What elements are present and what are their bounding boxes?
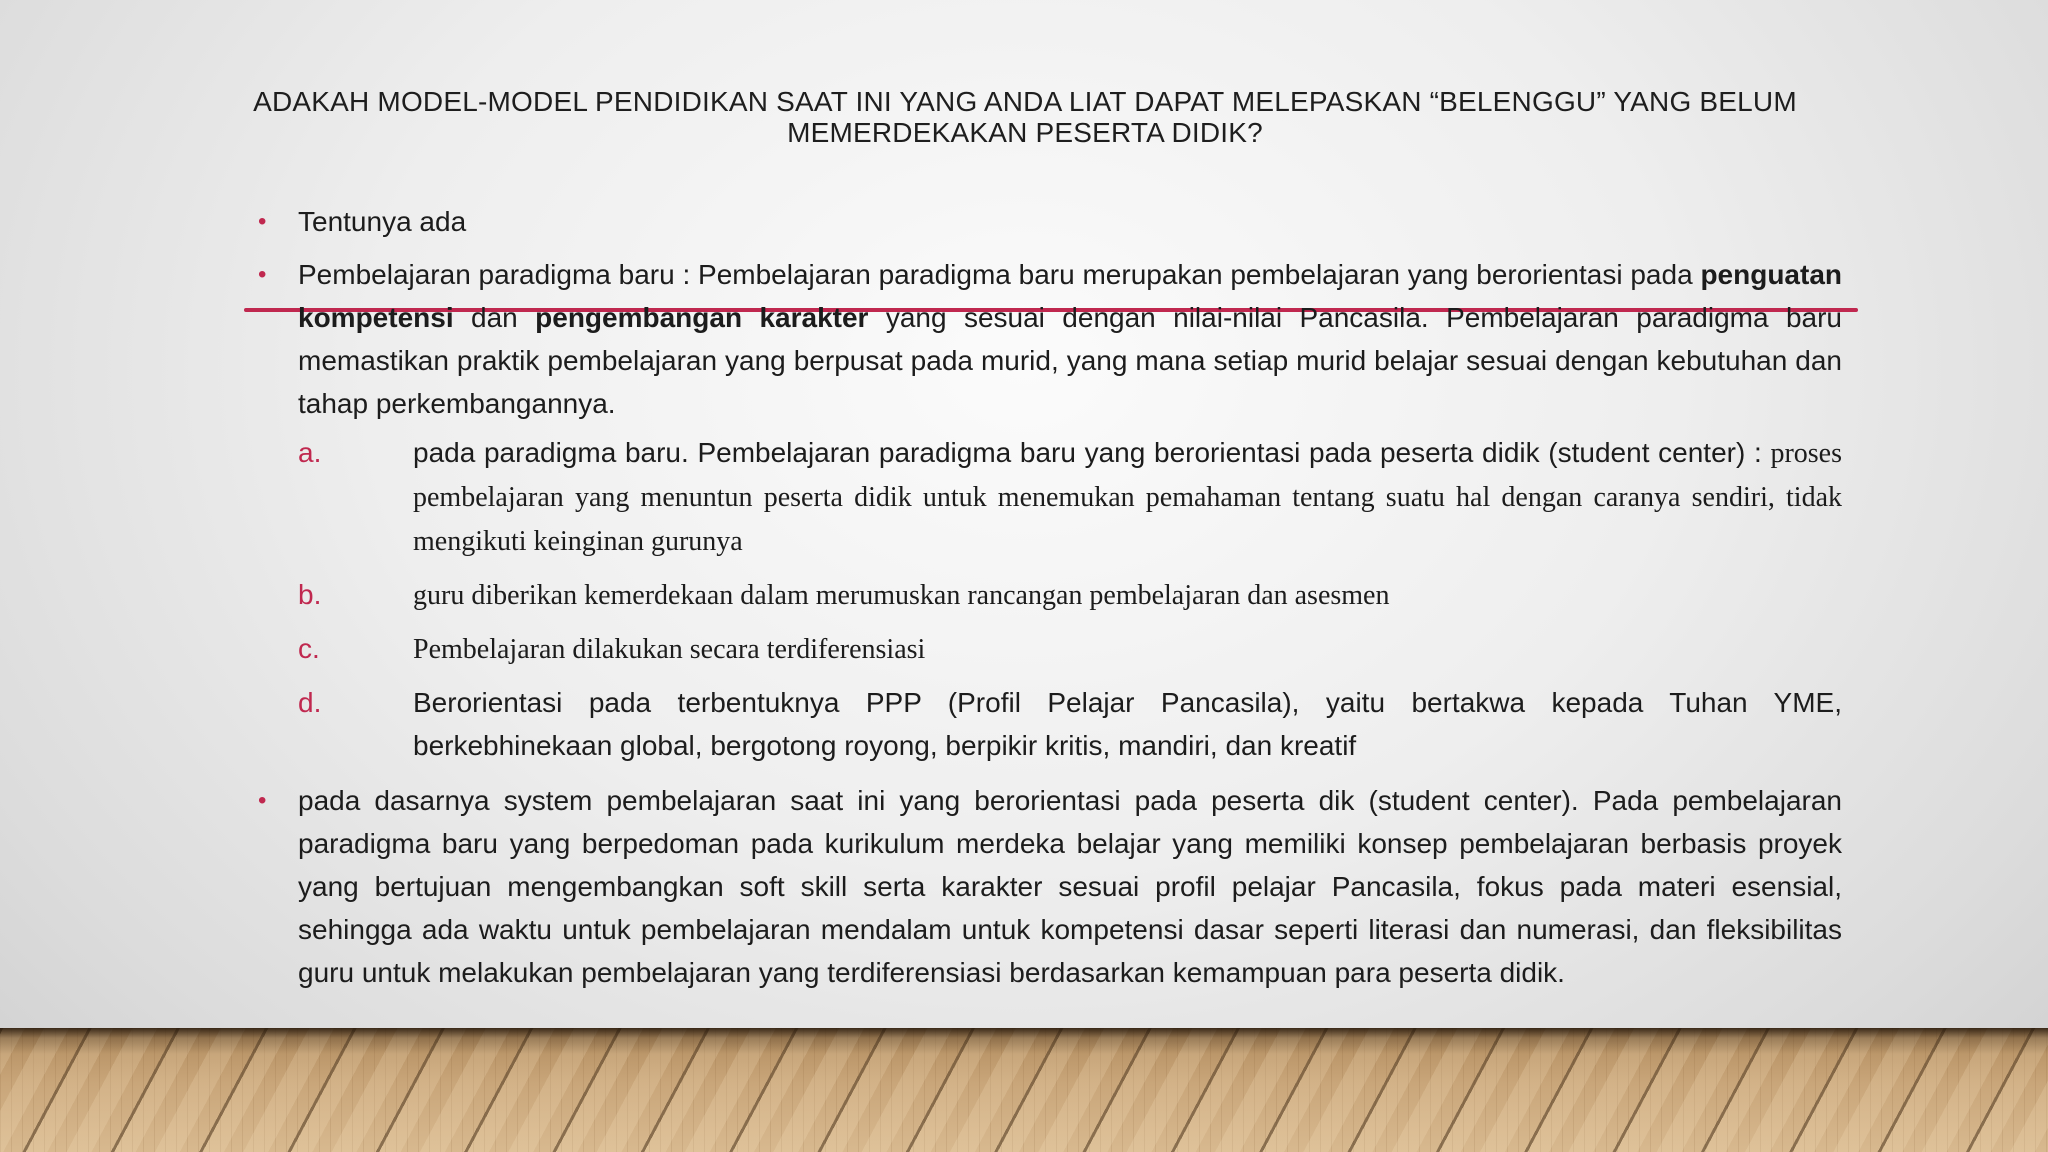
sub-list-letter: d. xyxy=(298,687,322,718)
bold-term: penguatan kompetensi xyxy=(298,259,1842,333)
bullet-item xyxy=(258,200,1842,243)
slide-title: ADAKAH MODEL-MODEL PENDIDIKAN SAAT INI YANG ANDA LIAT DAPAT MELEPASKAN “BELENGGU” YANG BELUM MEMERDEKAKAN PESERTA DIDIK? xyxy=(253,86,1797,148)
sub-list-item xyxy=(298,431,1842,563)
wooden-floor-decoration xyxy=(0,1028,2048,1152)
bullet-text: dan xyxy=(453,302,536,333)
bullet-icon: • xyxy=(258,208,267,235)
sub-list-item xyxy=(298,681,1842,767)
bullet-lead: Pembelajaran paradigma baru : xyxy=(298,259,699,290)
bullet-item xyxy=(258,779,1842,994)
bullet-text: yang sesuai dengan nilai-nilai Pancasila. Pembelajaran paradigma baru memastikan praktik pembelajaran yang berpusat pada murid, yang mana setiap murid belajar sesuai dengan kebutuhan dan tahap perkembangannya. xyxy=(298,302,1842,419)
bold-term: pengembangan karakter xyxy=(535,302,869,333)
sub-list-letter: c. xyxy=(298,633,320,664)
sub-list xyxy=(298,431,1842,767)
bullet-text: pada dasarnya system pembelajaran saat ini yang berorientasi pada peserta dik (student center). Pada pembelajaran paradigma baru yang berpedoman pada kurikulum merdeka belajar yang memiliki konsep pembelajaran berbasis proyek yang bertujuan mengembangkan soft skill serta karakter sesuai profil pelajar Pancasila, fokus pada materi esensial, sehingga ada waktu untuk pembelajaran mendalam untuk kompetensi dasar seperti literasi dan numerasi, dan fleksibilitas guru untuk melakukan pembelajaran yang terdiferensiasi berdasarkan kemampuan para peserta didik. xyxy=(298,785,1842,988)
bullet-text: Tentunya ada xyxy=(298,206,467,237)
sub-item-text-serif: guru diberikan kemerdekaan dalam merumuskan rancangan pembelajaran dan asesmen xyxy=(413,580,1390,611)
sub-list-letter: a. xyxy=(298,437,322,468)
sub-item-text-serif: proses pembelajaran yang menuntun peserta didik untuk menemukan pemahaman tentang suatu hal dengan caranya sendiri, tidak mengikuti keinginan gurunya xyxy=(413,438,1842,557)
bullet-text: Pembelajaran paradigma baru merupakan pembelajaran yang berorientasi pada xyxy=(698,259,1701,290)
slide-content xyxy=(258,200,1842,994)
sub-list-letter: b. xyxy=(298,579,322,610)
sub-list-item xyxy=(298,573,1842,617)
bullet-icon: • xyxy=(258,787,267,814)
bullet-icon: • xyxy=(258,261,267,288)
sub-item-text: pada paradigma baru. Pembelajaran paradigma baru yang berorientasi pada peserta didik (student center) : xyxy=(413,437,1771,468)
sub-item-text: Berorientasi pada terbentuknya PPP (Profil Pelajar Pancasila), yaitu bertakwa kepada Tuhan YME, berkebhinekaan global, bergotong royong, berpikir kritis, mandiri, dan kreatif xyxy=(413,687,1842,761)
bullet-item xyxy=(258,253,1842,425)
sub-list-item xyxy=(298,627,1842,671)
sub-item-text-serif: Pembelajaran dilakukan secara terdiferensiasi xyxy=(413,634,926,665)
